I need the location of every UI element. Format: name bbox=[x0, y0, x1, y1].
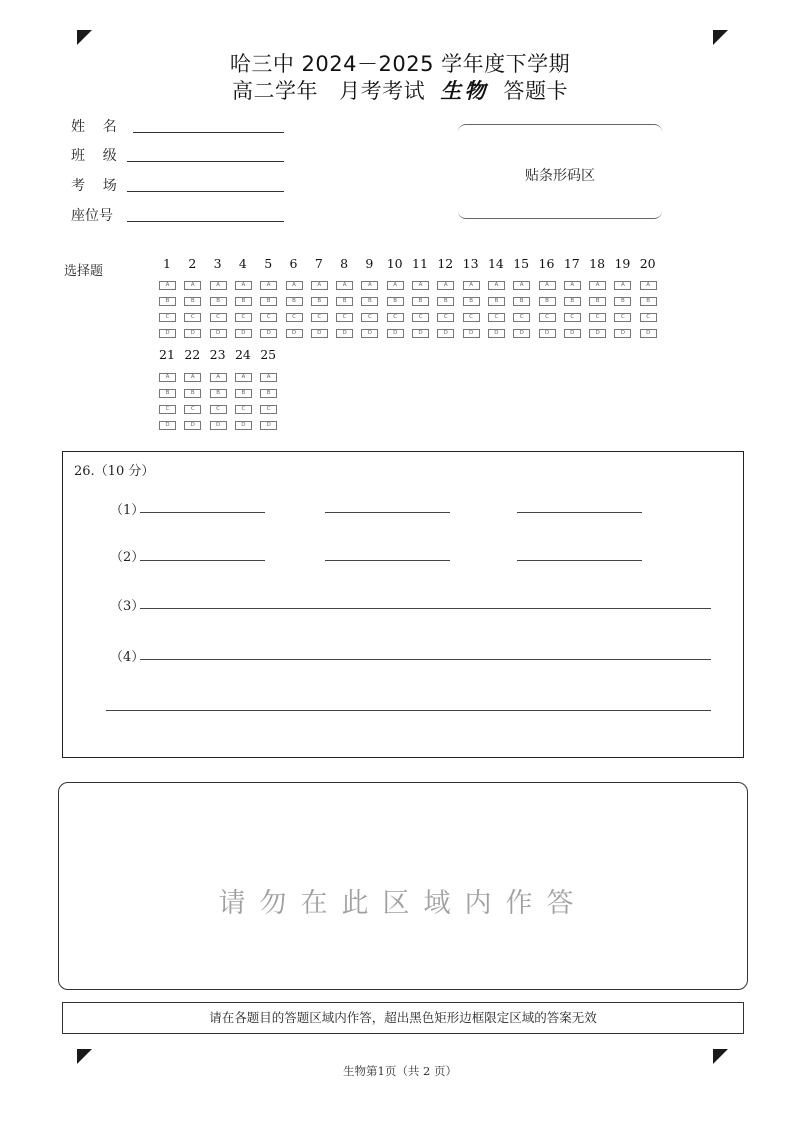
answer-bubble-c[interactable]: C bbox=[260, 313, 277, 322]
answer-bubble-b[interactable]: B bbox=[235, 297, 252, 306]
answer-bubble-c[interactable]: C bbox=[488, 313, 505, 322]
answer-bubble-c[interactable]: C bbox=[589, 313, 606, 322]
answer-bubble-c[interactable]: C bbox=[361, 313, 378, 322]
answer-bubble-a[interactable]: A bbox=[488, 281, 505, 290]
question-number: 21 bbox=[159, 347, 175, 362]
answer-bubble-d[interactable]: D bbox=[184, 329, 201, 338]
registration-mark-top-right bbox=[713, 30, 728, 45]
answer-bubble-d[interactable]: D bbox=[589, 329, 606, 338]
answer-bubble-a[interactable]: A bbox=[336, 281, 353, 290]
answer-bubble-c[interactable]: C bbox=[387, 313, 404, 322]
answer-bubble-d[interactable]: D bbox=[235, 329, 252, 338]
answer-bubble-c[interactable]: C bbox=[210, 405, 227, 414]
answer-bubble-b[interactable]: B bbox=[184, 389, 201, 398]
answer-bubble-a[interactable]: A bbox=[210, 373, 227, 382]
answer-bubble-d[interactable]: D bbox=[210, 329, 227, 338]
seat-row bbox=[71, 205, 127, 227]
answer-bubble-b[interactable]: B bbox=[589, 297, 606, 306]
answer-bubble-d[interactable]: D bbox=[539, 329, 556, 338]
q26-sub1-blank-3[interactable] bbox=[517, 512, 642, 513]
registration-mark-top-left bbox=[77, 30, 92, 45]
question-number: 2 bbox=[188, 256, 197, 271]
barcode-label: 贴条形码区 bbox=[525, 168, 595, 184]
choice-section-label: 选择题 bbox=[64, 264, 104, 279]
question-number: 12 bbox=[437, 256, 454, 271]
answer-bubble-d[interactable]: D bbox=[387, 329, 404, 338]
question-number: 22 bbox=[184, 347, 201, 362]
answer-bubble-d[interactable]: D bbox=[210, 421, 227, 430]
q26-sub4-blank[interactable] bbox=[140, 659, 711, 660]
answer-bubble-c[interactable]: C bbox=[184, 313, 201, 322]
answer-bubble-c[interactable]: C bbox=[235, 405, 252, 414]
answer-bubble-c[interactable]: C bbox=[564, 313, 581, 322]
answer-bubble-d[interactable]: D bbox=[260, 421, 277, 430]
answer-bubble-a[interactable]: A bbox=[311, 281, 328, 290]
q26-sub2-blank-1[interactable] bbox=[140, 560, 265, 561]
answer-bubble-d[interactable]: D bbox=[260, 329, 277, 338]
question-number: 24 bbox=[234, 347, 251, 362]
answer-bubble-a[interactable]: A bbox=[159, 281, 176, 290]
answer-bubble-b[interactable]: B bbox=[159, 389, 176, 398]
answer-bubble-b[interactable]: B bbox=[260, 297, 277, 306]
answer-bubble-a[interactable]: A bbox=[640, 281, 657, 290]
answer-bubble-a[interactable]: A bbox=[184, 281, 201, 290]
name-field[interactable] bbox=[133, 132, 284, 133]
q26-sub2-label: （2） bbox=[110, 550, 145, 565]
question-number: 19 bbox=[614, 256, 631, 271]
answer-bubble-d[interactable]: D bbox=[564, 329, 581, 338]
no-answer-text: 请勿在此区域内作答 bbox=[218, 888, 588, 919]
question-number: 18 bbox=[589, 256, 606, 271]
answer-bubble-d[interactable]: D bbox=[437, 329, 454, 338]
q26-sub4-label: （4） bbox=[110, 650, 145, 665]
exam-label: 月考考试 bbox=[339, 79, 426, 103]
answer-bubble-d[interactable]: D bbox=[361, 329, 378, 338]
answer-bubble-b[interactable]: B bbox=[539, 297, 556, 306]
question-number: 7 bbox=[314, 256, 323, 271]
answer-bubble-b[interactable]: B bbox=[235, 389, 252, 398]
question-number: 6 bbox=[289, 256, 298, 271]
q26-sub2-blank-2[interactable] bbox=[325, 560, 450, 561]
answer-bubble-d[interactable]: D bbox=[184, 421, 201, 430]
class-label: 班 级 bbox=[71, 148, 117, 164]
question-number: 13 bbox=[462, 256, 479, 271]
answer-bubble-c[interactable]: C bbox=[260, 405, 277, 414]
answer-bubble-c[interactable]: C bbox=[614, 313, 631, 322]
answer-bubble-b[interactable]: B bbox=[210, 389, 227, 398]
answer-bubble-b[interactable]: B bbox=[159, 297, 176, 306]
answer-bubble-a[interactable]: A bbox=[513, 281, 530, 290]
question-number: 14 bbox=[487, 256, 504, 271]
answer-bubble-d[interactable]: D bbox=[311, 329, 328, 338]
answer-bubble-c[interactable]: C bbox=[437, 313, 454, 322]
answer-bubble-d[interactable]: D bbox=[463, 329, 480, 338]
card-label: 答题卡 bbox=[503, 79, 569, 103]
q26-sub4-blank-2[interactable] bbox=[106, 710, 711, 711]
answer-bubble-c[interactable]: C bbox=[210, 313, 227, 322]
registration-mark-bottom-right bbox=[713, 1049, 728, 1064]
answer-bubble-b[interactable]: B bbox=[311, 297, 328, 306]
question-number: 9 bbox=[365, 256, 374, 271]
answer-bubble-a[interactable]: A bbox=[286, 281, 303, 290]
answer-bubble-d[interactable]: D bbox=[286, 329, 303, 338]
answer-bubble-a[interactable]: A bbox=[361, 281, 378, 290]
answer-bubble-a[interactable]: A bbox=[412, 281, 429, 290]
q26-title: 26.（10 分） bbox=[74, 464, 155, 479]
answer-bubble-a[interactable]: A bbox=[589, 281, 606, 290]
page-footer: 生物第1页（共 2 页） bbox=[343, 1064, 457, 1078]
answer-bubble-a[interactable]: A bbox=[260, 281, 277, 290]
answer-bubble-b[interactable]: B bbox=[412, 297, 429, 306]
answer-bubble-b[interactable]: B bbox=[184, 297, 201, 306]
answer-bubble-a[interactable]: A bbox=[387, 281, 404, 290]
seat-field[interactable] bbox=[127, 221, 284, 222]
answer-bubble-d[interactable]: D bbox=[412, 329, 429, 338]
barcode-area bbox=[458, 124, 662, 219]
answer-bubble-b[interactable]: B bbox=[260, 389, 277, 398]
answer-bubble-c[interactable]: C bbox=[159, 313, 176, 322]
answer-bubble-a[interactable]: A bbox=[235, 281, 252, 290]
answer-bubble-d[interactable]: D bbox=[488, 329, 505, 338]
answer-bubble-d[interactable]: D bbox=[336, 329, 353, 338]
answer-bubble-c[interactable]: C bbox=[235, 313, 252, 322]
answer-bubble-a[interactable]: A bbox=[463, 281, 480, 290]
q26-sub1-label: （1） bbox=[110, 503, 145, 518]
question-number: 20 bbox=[639, 256, 656, 271]
q26-sub1-blank-1[interactable] bbox=[140, 512, 265, 513]
question-number: 1 bbox=[163, 256, 171, 271]
registration-mark-bottom-left bbox=[77, 1049, 92, 1064]
answer-bubble-d[interactable]: D bbox=[640, 329, 657, 338]
answer-bubble-c[interactable]: C bbox=[184, 405, 201, 414]
question-number: 3 bbox=[213, 256, 222, 271]
answer-bubble-a[interactable]: A bbox=[159, 373, 176, 382]
question-number: 5 bbox=[264, 256, 273, 271]
answer-bubble-b[interactable]: B bbox=[336, 297, 353, 306]
question-number: 4 bbox=[238, 256, 247, 271]
sheet-title: 哈三中 2024－2025 学年度下学期 bbox=[229, 52, 571, 76]
name-label: 姓 名 bbox=[71, 119, 117, 135]
answer-bubble-c[interactable]: C bbox=[286, 313, 303, 322]
room-row bbox=[71, 175, 127, 197]
q26-box bbox=[62, 451, 744, 758]
room-label: 考 场 bbox=[71, 178, 117, 194]
notice-bar: 请在各题目的答题区域内作答，超出黑色矩形边框限定区域的答案无效 bbox=[62, 1002, 744, 1034]
q26-sub3-blank[interactable] bbox=[140, 608, 711, 609]
answer-bubble-a[interactable]: A bbox=[210, 281, 227, 290]
grade-label: 高二学年 bbox=[231, 79, 318, 103]
question-number: 8 bbox=[340, 256, 349, 271]
answer-bubble-c[interactable]: C bbox=[463, 313, 480, 322]
answer-bubble-c[interactable]: C bbox=[412, 313, 429, 322]
answer-bubble-c[interactable]: C bbox=[336, 313, 353, 322]
answer-bubble-b[interactable]: B bbox=[286, 297, 303, 306]
answer-bubble-a[interactable]: A bbox=[564, 281, 581, 290]
question-number: 23 bbox=[209, 347, 226, 362]
question-number: 10 bbox=[386, 256, 403, 271]
answer-bubble-b[interactable]: B bbox=[488, 297, 505, 306]
answer-bubble-b[interactable]: B bbox=[387, 297, 404, 306]
answer-bubble-c[interactable]: C bbox=[513, 313, 530, 322]
question-number: 25 bbox=[260, 347, 277, 362]
name-row bbox=[71, 116, 127, 138]
class-field[interactable] bbox=[127, 161, 284, 162]
question-number: 16 bbox=[538, 256, 555, 271]
answer-bubble-d[interactable]: D bbox=[159, 421, 176, 430]
answer-bubble-d[interactable]: D bbox=[159, 329, 176, 338]
class-row bbox=[71, 145, 127, 167]
answer-bubble-c[interactable]: C bbox=[159, 405, 176, 414]
answer-bubble-a[interactable]: A bbox=[235, 373, 252, 382]
answer-bubble-c[interactable]: C bbox=[311, 313, 328, 322]
sheet-subtitle bbox=[0, 75, 800, 105]
answer-bubble-b[interactable]: B bbox=[640, 297, 657, 306]
answer-bubble-b[interactable]: B bbox=[210, 297, 227, 306]
q26-sub1-blank-2[interactable] bbox=[325, 512, 450, 513]
room-field[interactable] bbox=[127, 191, 284, 192]
answer-bubble-d[interactable]: D bbox=[614, 329, 631, 338]
answer-bubble-a[interactable]: A bbox=[539, 281, 556, 290]
question-number: 11 bbox=[412, 256, 428, 271]
answer-bubble-c[interactable]: C bbox=[640, 313, 657, 322]
answer-bubble-c[interactable]: C bbox=[539, 313, 556, 322]
answer-bubble-a[interactable]: A bbox=[437, 281, 454, 290]
no-answer-area bbox=[58, 782, 748, 990]
answer-bubble-a[interactable]: A bbox=[614, 281, 631, 290]
answer-bubble-d[interactable]: D bbox=[513, 329, 530, 338]
q26-sub3-label: （3） bbox=[110, 599, 145, 614]
answer-bubble-a[interactable]: A bbox=[184, 373, 201, 382]
question-number: 15 bbox=[513, 256, 530, 271]
answer-bubble-b[interactable]: B bbox=[564, 297, 581, 306]
answer-bubble-b[interactable]: B bbox=[361, 297, 378, 306]
answer-bubble-b[interactable]: B bbox=[513, 297, 530, 306]
question-number: 17 bbox=[563, 256, 580, 271]
subject-label: 生物 bbox=[440, 79, 489, 103]
answer-bubble-b[interactable]: B bbox=[437, 297, 454, 306]
answer-bubble-b[interactable]: B bbox=[614, 297, 631, 306]
answer-bubble-a[interactable]: A bbox=[260, 373, 277, 382]
q26-sub2-blank-3[interactable] bbox=[517, 560, 642, 561]
answer-bubble-d[interactable]: D bbox=[235, 421, 252, 430]
answer-bubble-b[interactable]: B bbox=[463, 297, 480, 306]
seat-label: 座位号 bbox=[71, 208, 113, 224]
